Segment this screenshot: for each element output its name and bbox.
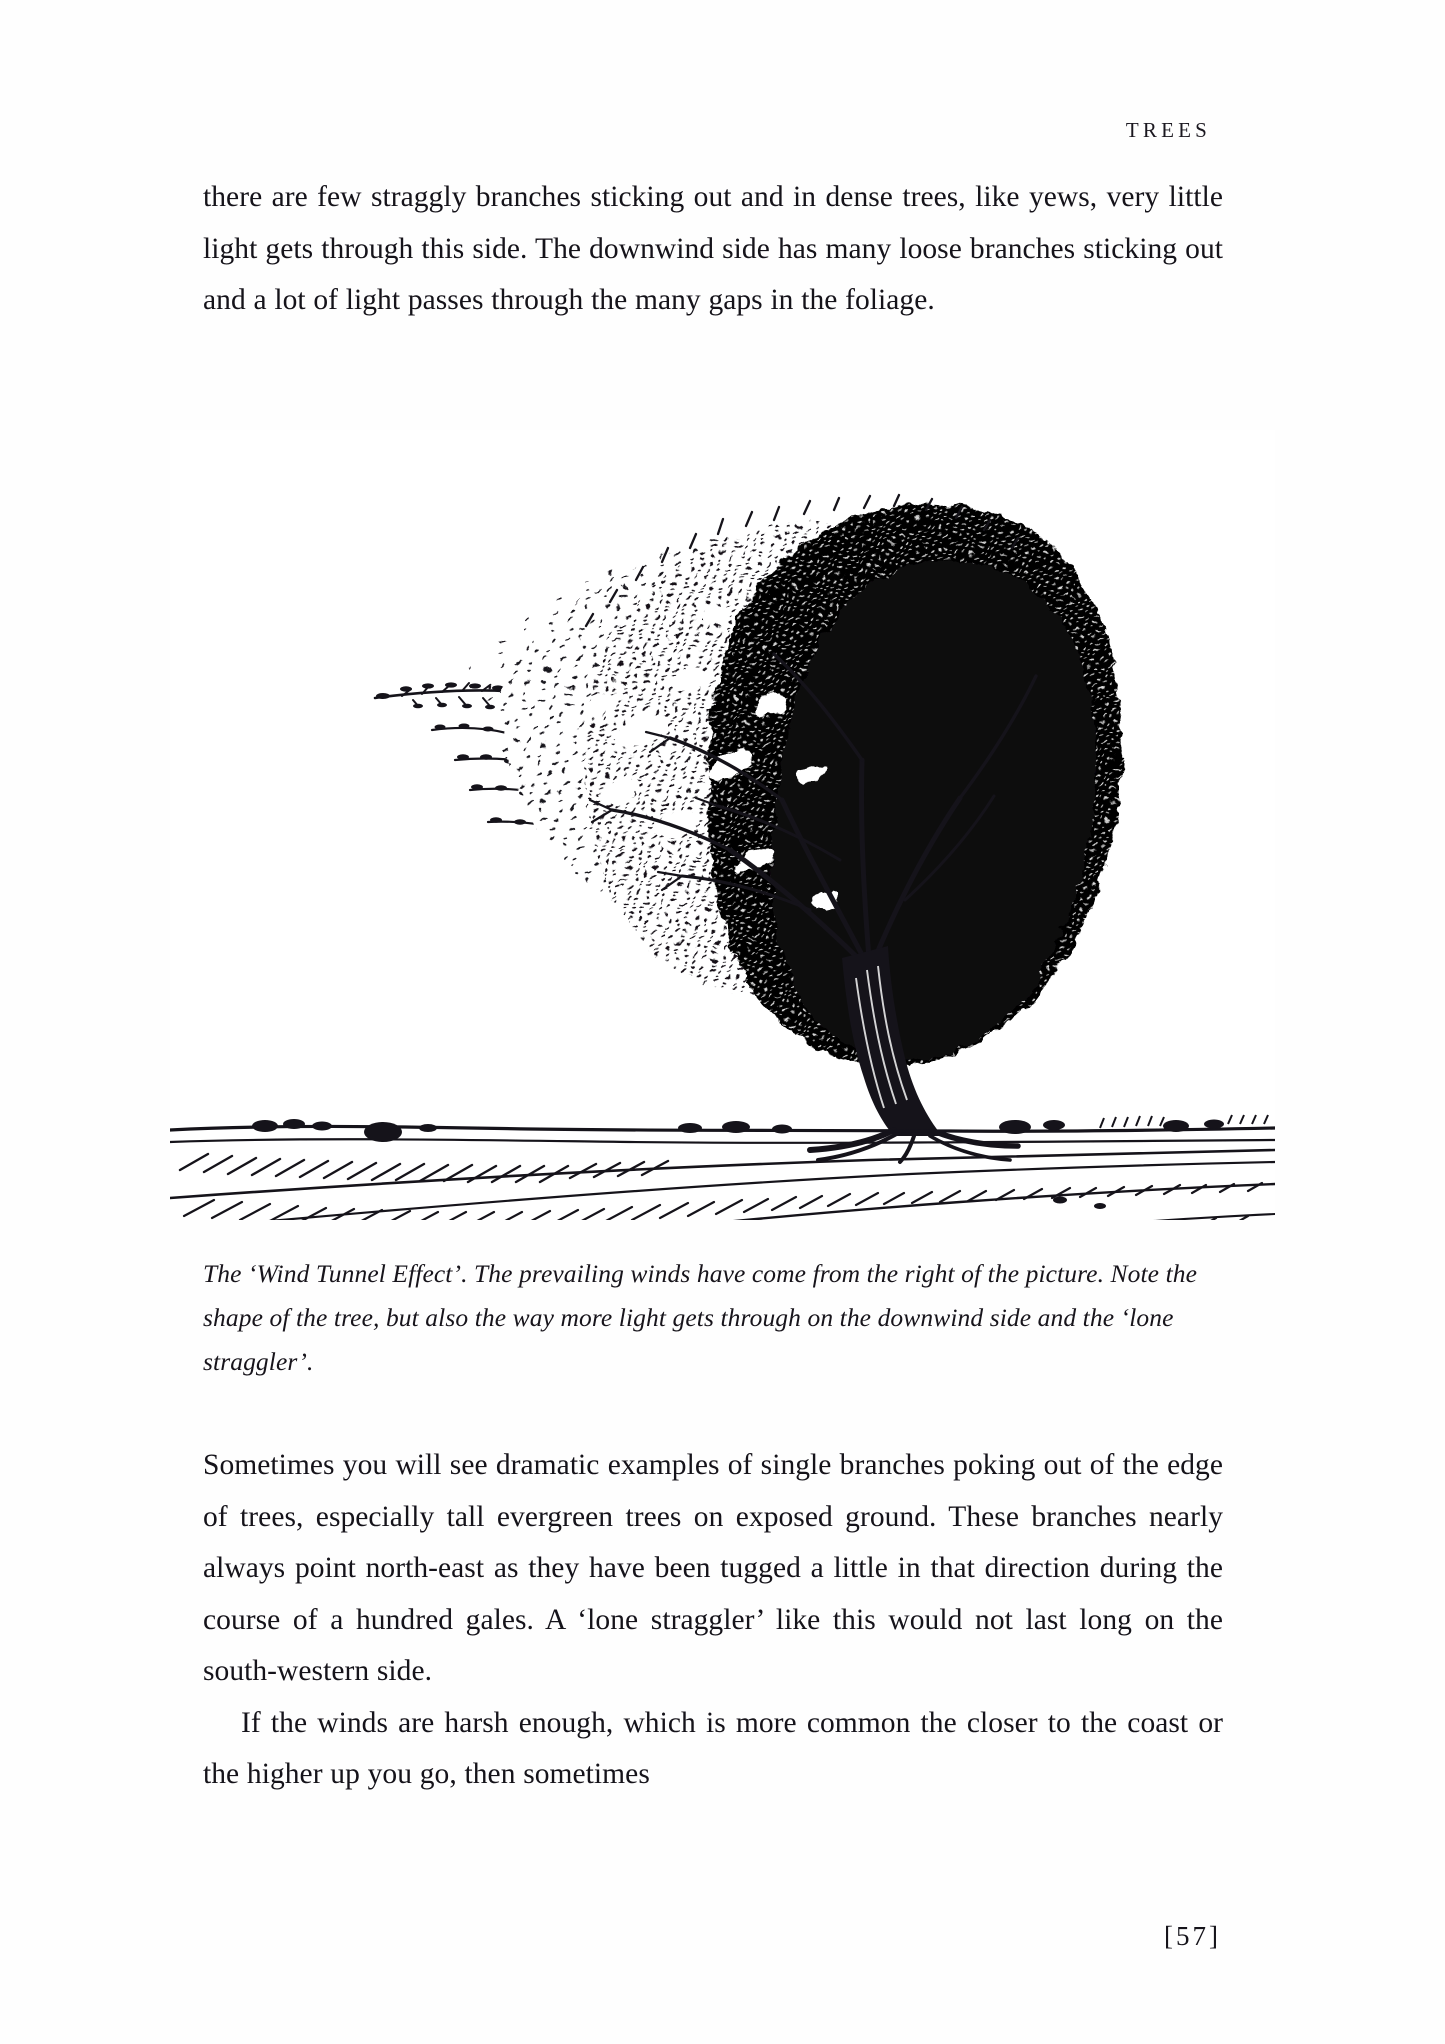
paragraph-continuation: there are few straggly branches sticking out and in dense trees, like yews, very little light gets through this side. The downwind side has many loose branches sticking out and a lot of light passes through the many gaps in the foliage. xyxy=(203,181,1223,316)
running-head: TREES xyxy=(1125,118,1211,142)
paragraph-three: If the winds are harsh enough, which is more common the closer to the coast or the higher up you go, then sometimes xyxy=(203,1706,1223,1790)
text-column-bottom xyxy=(203,1440,1223,1801)
paragraph-two: Sometimes you will see dramatic examples of single branches poking out of the edge of trees, especially tall evergreen trees on exposed ground. These branches nearly always point north-east as they have been tugged a little in that direction during the course of a hundred gales. A ‘lone straggler’ like this would not last long on the south-western side. xyxy=(203,1449,1223,1687)
figure-caption-text: The ‘Wind Tunnel Effect’. The prevailing winds have come from the right of the picture. Note the shape of the tree, but also the way more light gets through on the downwind side and the ‘lone straggler’. xyxy=(203,1259,1198,1376)
wind-tunnel-effect-drawing xyxy=(170,430,1275,1220)
page-number: [57] xyxy=(1164,1921,1221,1951)
tree-illustration xyxy=(170,430,1275,1220)
figure-caption xyxy=(203,1252,1223,1384)
text-column-top xyxy=(203,172,1223,327)
